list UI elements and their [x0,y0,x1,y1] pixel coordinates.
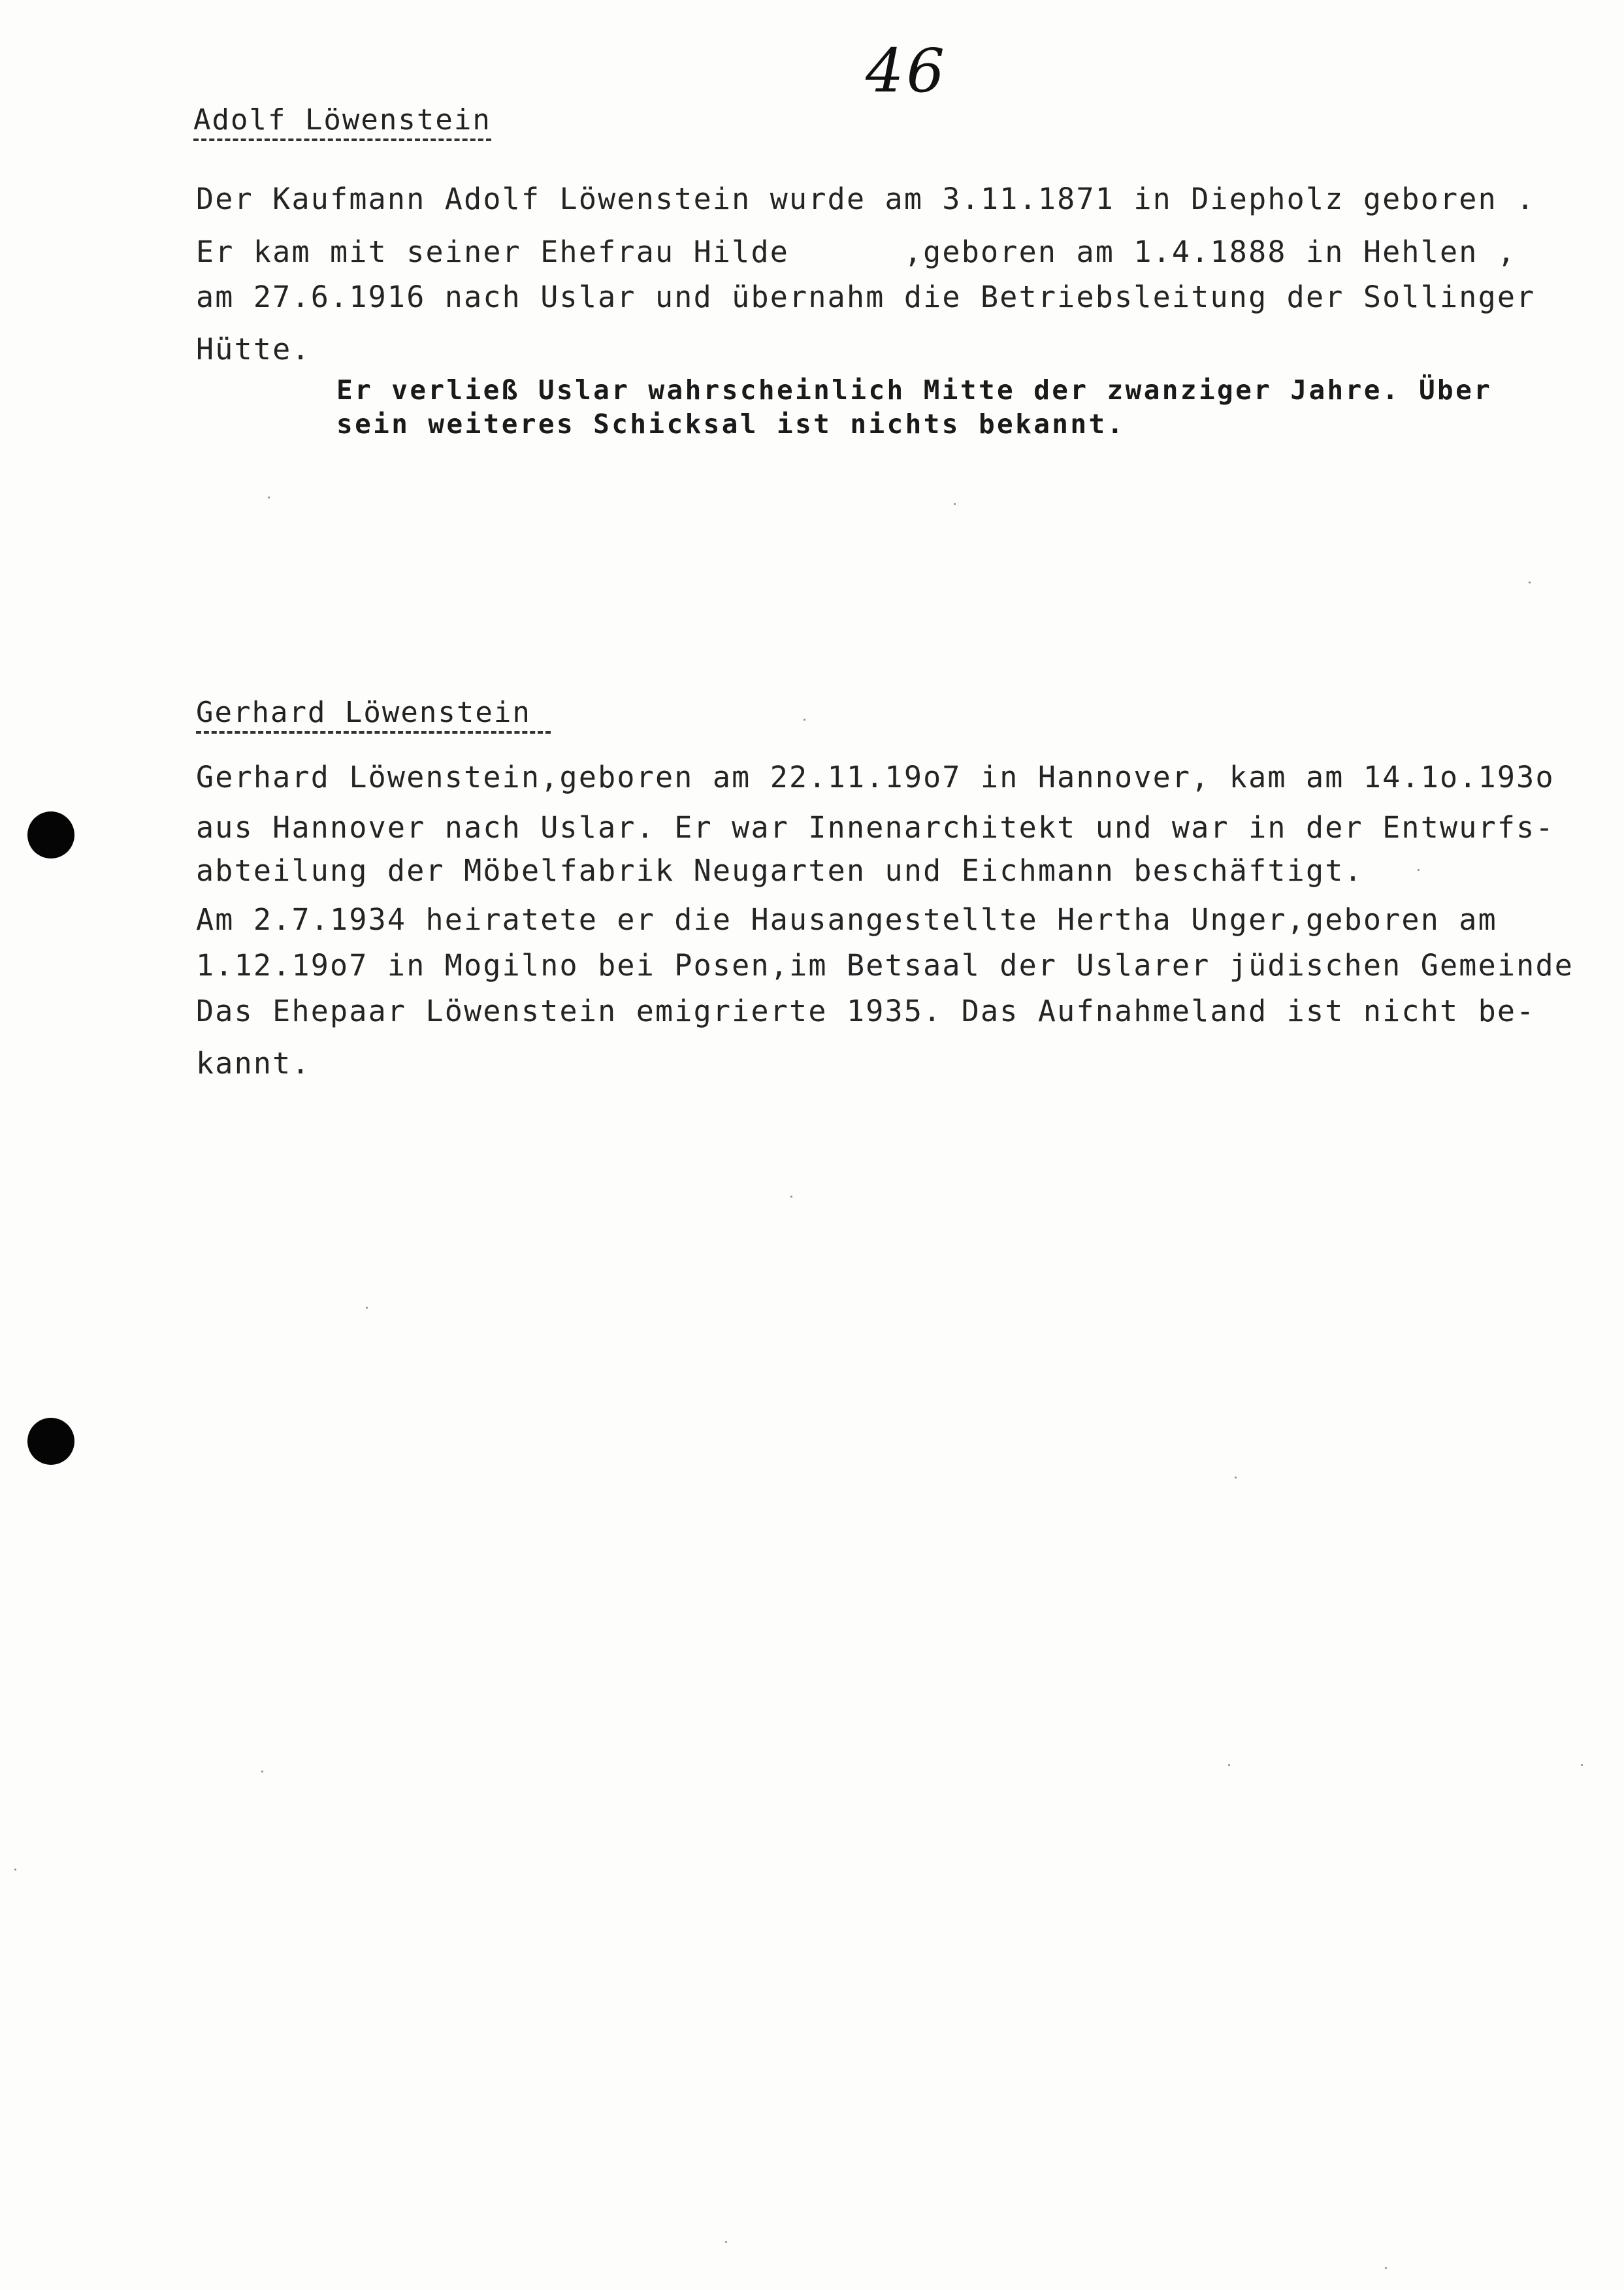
text-line: Das Ehepaar Löwenstein emigrierte 1935. Das Aufnahmeland ist nicht be- [196,994,1536,1028]
scan-speckle [725,2241,727,2243]
scan-speckle [1418,869,1420,871]
scan-speckle [14,1869,16,1871]
text-line: Der Kaufmann Adolf Löwenstein wurde am 3.11.1871 in Diepholz geboren . [196,182,1536,216]
text-line: abteilung der Möbelfabrik Neugarten und Eichmann beschäftigt. [196,853,1363,888]
text-line: am 27.6.1916 nach Uslar und übernahm die Betriebsleitung der Sollinger [196,280,1536,314]
text-line: kannt. [196,1046,311,1081]
text-line: 1.12.19o7 in Mogilno bei Posen,im Betsaal der Uslarer jüdischen Gemeinde [196,948,1574,983]
section-heading-gerhard: Gerhard Löwenstein [196,696,551,734]
text-line: Er kam mit seiner Ehefrau Hilde ,geboren am 1.4.1888 in Hehlen , [196,235,1517,269]
scan-speckle [261,1771,263,1773]
added-text-line: sein weiteres Schicksal ist nichts bekannt. [336,408,1126,440]
scan-speckle [268,497,270,499]
scan-speckle [1529,581,1531,583]
section-heading-adolf: Adolf Löwenstein [193,103,491,141]
text-line: Hütte. [196,332,311,367]
punch-hole [27,1418,74,1465]
added-text-line: Er verließ Uslar wahrscheinlich Mitte der zwanziger Jahre. Über [336,374,1493,406]
scan-speckle [1385,2267,1387,2269]
handwritten-page-number: 46 [866,36,948,106]
punch-hole [27,811,74,859]
scan-speckle [1228,1764,1230,1766]
text-line: Gerhard Löwenstein,geboren am 22.11.19o7 in Hannover, kam am 14.1o.193o [196,760,1555,794]
text-line: Am 2.7.1934 heiratete er die Hausangestellte Hertha Unger,geboren am [196,902,1497,937]
scan-speckle [1581,1764,1583,1766]
scan-speckle [804,719,805,721]
scan-speckle [790,1196,792,1198]
text-line: aus Hannover nach Uslar. Er war Innenarchitekt und war in der Entwurfs- [196,810,1555,845]
scan-speckle [1235,1477,1237,1479]
scan-speckle [366,1307,368,1309]
scan-speckle [954,503,956,505]
